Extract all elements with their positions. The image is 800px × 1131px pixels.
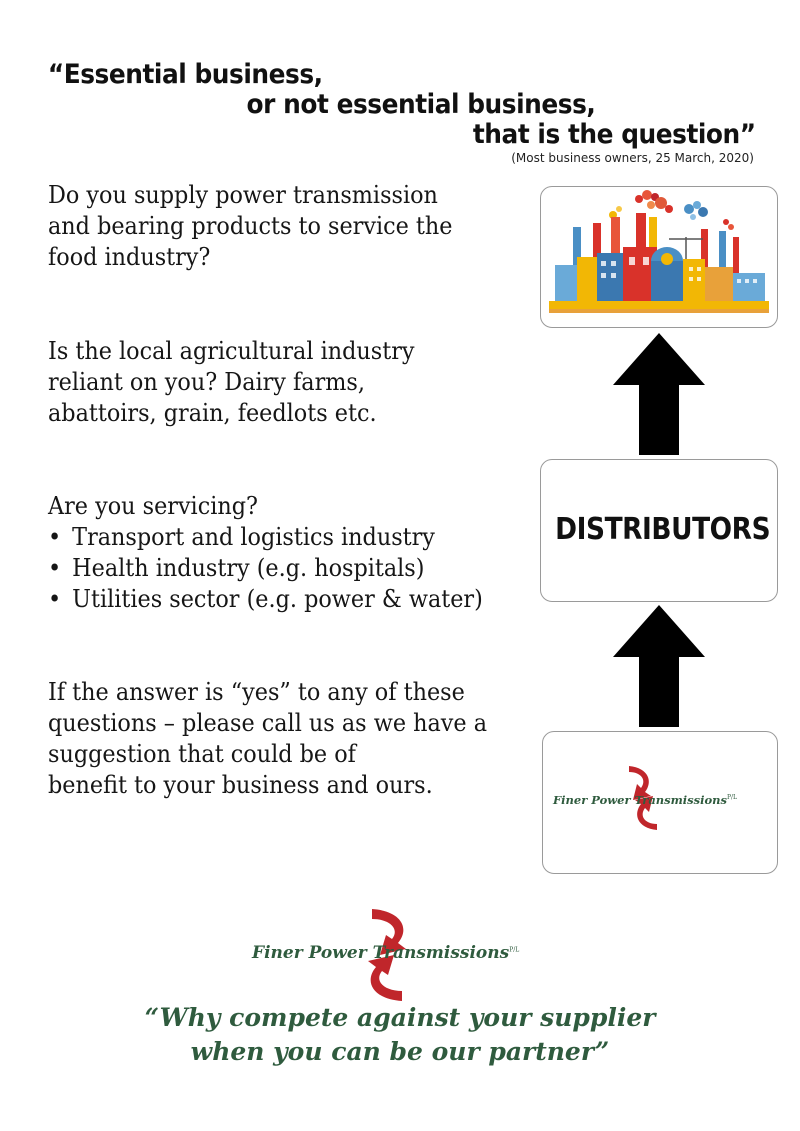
footer-logo (252, 905, 552, 1005)
p1-line: and bearing products to service the (48, 212, 453, 240)
list-item: • Transport and logistics industry (48, 522, 569, 553)
factory-illustration (541, 187, 777, 327)
supplier-logo-box (542, 731, 778, 874)
arrow-up-icon (613, 333, 705, 455)
p1-line: Do you supply power transmission (48, 181, 438, 209)
p2-line: Is the local agricultural industry (48, 337, 415, 365)
paragraph-agriculture (48, 336, 532, 429)
tagline (0, 1001, 800, 1069)
logo-text: Finer Power Transmissions$^{P/L}$ (553, 793, 738, 807)
p4-line: If the answer is “yes” to any of these (48, 678, 465, 706)
logo-text: Finer Power Transmissions$^{P/L}$ (252, 943, 520, 963)
list-item: • Utilities sector (e.g. power & water) (48, 584, 569, 615)
headline-line-3: that is the question” (472, 119, 756, 150)
servicing-intro: Are you servicing? (48, 492, 258, 520)
paragraph-call-to-action (48, 677, 569, 801)
p4-line: suggestion that could be of (48, 740, 356, 768)
paragraph-food-industry (48, 180, 532, 273)
p2-line: abattoirs, grain, feedlots etc. (48, 399, 377, 427)
arrow-up-icon (613, 605, 705, 727)
servicing-list (48, 522, 569, 615)
headline-line-2: or not essential business, (246, 89, 596, 120)
p4-line: benefit to your business and ours. (48, 771, 433, 799)
tagline-line-2: when you can be our partner” (190, 1037, 610, 1066)
headline-attribution: (Most business owners, 25 March, 2020) (511, 151, 754, 165)
list-item: • Health industry (e.g. hospitals) (48, 553, 569, 584)
p1-line: food industry? (48, 243, 211, 271)
tagline-line-1: “Why compete against your supplier (144, 1003, 656, 1032)
headline-line-1: “Essential business, (47, 59, 323, 90)
factory-box (540, 186, 778, 328)
distributors-label: DISTRIBUTORS (555, 512, 771, 547)
p2-line: reliant on you? Dairy farms, (48, 368, 365, 396)
p4-line: questions – please call us as we have a (48, 709, 488, 737)
distributors-box (540, 459, 778, 602)
paragraph-servicing (48, 491, 569, 615)
